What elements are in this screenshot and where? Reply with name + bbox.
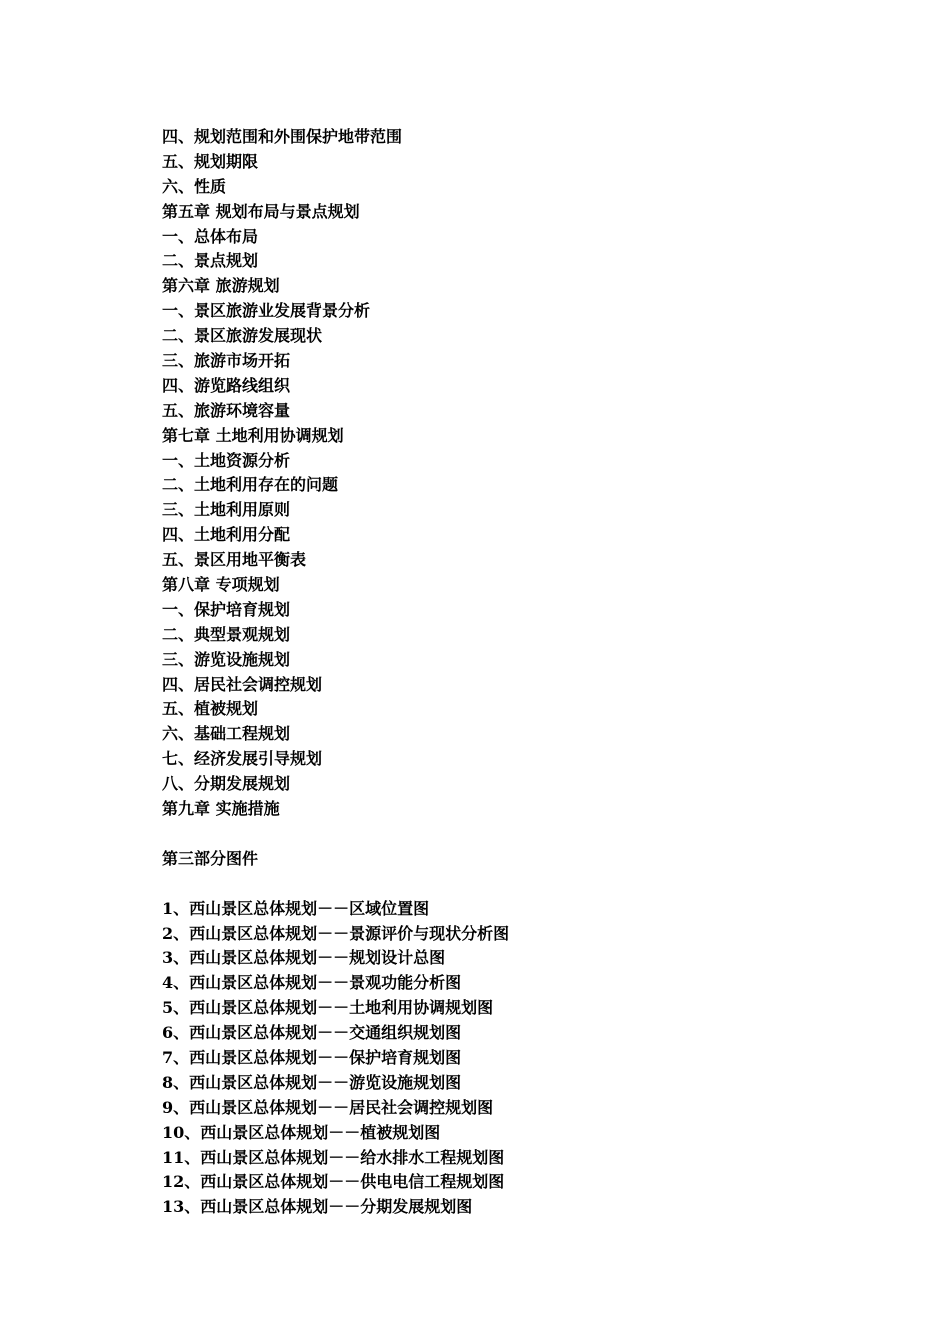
toc-line: 二、典型景观规划 xyxy=(162,624,291,644)
toc-line: 二、景点规划 xyxy=(162,251,259,271)
figure-item: 13、西山景区总体规划－－分期发展规划图 xyxy=(162,1197,473,1217)
toc-line: 三、游览设施规划 xyxy=(162,649,291,669)
spacer xyxy=(162,822,862,847)
chapter-heading: 第五章 规划布局与景点规划 xyxy=(162,201,360,221)
figure-item: 11、西山景区总体规划－－给水排水工程规划图 xyxy=(162,1147,505,1167)
figure-item: 4、西山景区总体规划－－景观功能分析图 xyxy=(162,973,462,993)
toc-line: 四、土地利用分配 xyxy=(162,525,291,545)
figure-item: 8、西山景区总体规划－－游览设施规划图 xyxy=(162,1072,462,1092)
toc-line: 三、旅游市场开拓 xyxy=(162,351,291,371)
toc-line: 三、土地利用原则 xyxy=(162,500,291,520)
spacer xyxy=(162,872,862,897)
chapter-heading: 第九章 实施措施 xyxy=(162,799,280,819)
chapter-heading: 第七章 土地利用协调规划 xyxy=(162,425,344,445)
figure-item: 5、西山景区总体规划－－土地利用协调规划图 xyxy=(162,998,494,1018)
document-content xyxy=(162,125,862,1220)
toc-line: 二、景区旅游发展现状 xyxy=(162,326,323,346)
figure-item: 9、西山景区总体规划－－居民社会调控规划图 xyxy=(162,1097,494,1117)
toc-line: 六、基础工程规划 xyxy=(162,724,291,744)
toc-line: 一、土地资源分析 xyxy=(162,450,291,470)
toc-line: 五、景区用地平衡表 xyxy=(162,550,307,570)
figure-item: 6、西山景区总体规划－－交通组织规划图 xyxy=(162,1023,462,1043)
toc-line: 四、游览路线组织 xyxy=(162,375,291,395)
toc-line: 四、居民社会调控规划 xyxy=(162,674,323,694)
figure-item: 3、西山景区总体规划－－规划设计总图 xyxy=(162,948,446,968)
chapter-heading: 第八章 专项规划 xyxy=(162,575,280,595)
toc-line: 六、性质 xyxy=(162,176,227,196)
toc-line: 一、总体布局 xyxy=(162,226,259,246)
toc-list xyxy=(162,125,862,822)
figure-item: 2、西山景区总体规划－－景源评价与现状分析图 xyxy=(162,923,510,943)
toc-line: 一、景区旅游业发展背景分析 xyxy=(162,301,371,321)
toc-line: 五、旅游环境容量 xyxy=(162,400,291,420)
figure-item: 1、西山景区总体规划－－区域位置图 xyxy=(162,898,430,918)
figure-item: 12、西山景区总体规划－－供电电信工程规划图 xyxy=(162,1172,505,1192)
figure-list xyxy=(162,897,862,1221)
figure-item: 10、西山景区总体规划－－植被规划图 xyxy=(162,1122,441,1142)
toc-line: 二、土地利用存在的问题 xyxy=(162,475,339,495)
toc-line: 五、植被规划 xyxy=(162,699,259,719)
toc-line: 七、经济发展引导规划 xyxy=(162,749,323,769)
figure-item: 7、西山景区总体规划－－保护培育规划图 xyxy=(162,1047,462,1067)
toc-line: 四、规划范围和外围保护地带范围 xyxy=(162,127,403,146)
toc-line: 一、保护培育规划 xyxy=(162,599,291,619)
chapter-heading: 第六章 旅游规划 xyxy=(162,276,280,296)
toc-line: 八、分期发展规划 xyxy=(162,774,291,794)
part-three-heading: 第三部分图件 xyxy=(162,848,259,868)
toc-line: 五、规划期限 xyxy=(162,151,259,171)
